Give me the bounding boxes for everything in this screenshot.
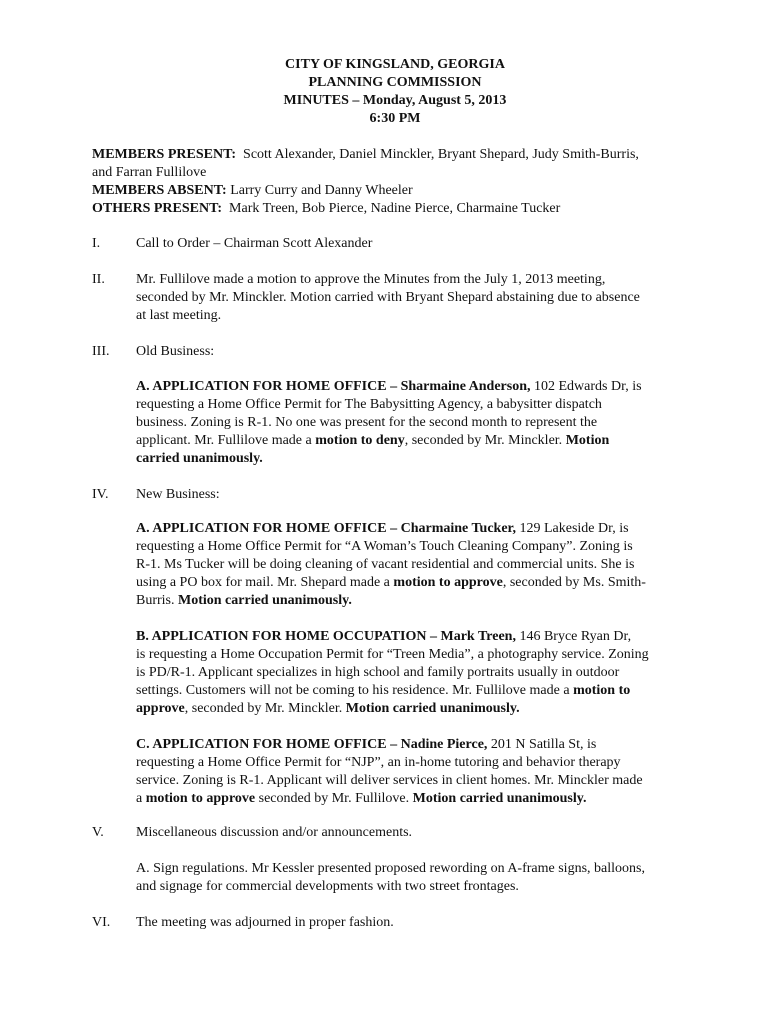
item-line xyxy=(136,628,692,646)
item-number: VI. xyxy=(92,915,111,930)
members-present-line xyxy=(92,146,692,164)
item-line: A. Sign regulations. Mr Kessler presented proposed rewording on A-frame signs, balloons, xyxy=(136,861,645,876)
item-line: is requesting a Home Occupation Permit for “Treen Media”, a photography service. Zoning xyxy=(136,647,649,662)
item-line xyxy=(136,378,692,396)
members-absent-label: MEMBERS ABSENT: xyxy=(92,183,227,198)
item-text: Miscellaneous discussion and/or announcements. xyxy=(136,825,413,840)
motion-text: motion to deny xyxy=(315,433,405,448)
item-line: requesting a Home Office Permit for “NJP”, an in-home tutoring and behavior therapy xyxy=(136,755,621,770)
item-line: Mr. Fullilove made a motion to approve the Minutes from the July 1, 2013 meeting, xyxy=(136,272,606,287)
text-run: applicant. Mr. Fullilove made a xyxy=(136,433,316,448)
motion-text: motion to approve xyxy=(393,575,503,590)
application-heading: C. APPLICATION FOR HOME OFFICE – Nadine Pierce, xyxy=(136,737,488,752)
motion-text: motion to approve xyxy=(145,791,256,806)
item-line xyxy=(136,592,692,610)
others-present-names: Mark Treen, Bob Pierce, Nadine Pierce, Charmaine Tucker xyxy=(229,201,561,216)
item-line: R-1. Ms Tucker will be doing cleaning of vacant residential and commercial units. She is xyxy=(136,557,635,572)
motion-result: Motion carried unanimously. xyxy=(412,791,587,806)
new-business-b xyxy=(136,628,692,718)
old-business-a xyxy=(136,378,692,468)
members-present-label: MEMBERS PRESENT: xyxy=(92,147,237,162)
others-present-line xyxy=(92,200,692,218)
item-line: service. Zoning is R-1. Applicant will deliver services in client homes. Mr. Minckler made xyxy=(136,773,643,788)
motion-result: Motion xyxy=(565,433,610,448)
item-text: The meeting was adjourned in proper fashion. xyxy=(136,915,394,930)
members-absent-names: Larry Curry and Danny Wheeler xyxy=(230,183,413,198)
item-text: Old Business: xyxy=(136,344,215,359)
others-present-label: OTHERS PRESENT: xyxy=(92,201,223,216)
motion-result: Motion carried unanimously. xyxy=(345,701,520,716)
item-number: III. xyxy=(92,344,110,359)
item-number: II. xyxy=(92,272,105,287)
motion-result: Motion carried unanimously. xyxy=(178,593,352,608)
text-run: settings. Customers will not be coming to his residence. Mr. Fullilove made a xyxy=(136,683,574,698)
item-line: business. Zoning is R-1. No one was present for the second month to represent the xyxy=(136,415,598,430)
header-minutes-date: MINUTES – Monday, August 5, 2013 xyxy=(283,93,507,108)
motion-result: carried unanimously. xyxy=(136,451,263,466)
item-line: requesting a Home Office Permit for The Babysitting Agency, a babysitter dispatch xyxy=(136,397,602,412)
item-line xyxy=(136,736,692,754)
application-heading: A. APPLICATION FOR HOME OFFICE – Sharmaine Anderson, xyxy=(136,379,531,394)
item-number: V. xyxy=(92,825,104,840)
new-business-c xyxy=(136,736,692,808)
text-run: seconded by Mr. Fullilove. xyxy=(255,791,413,806)
item-line xyxy=(136,700,692,718)
header-time: 6:30 PM xyxy=(369,111,421,126)
application-address: 129 Lakeside Dr, is xyxy=(515,521,629,536)
text-run: using a PO box for mail. Mr. Shepard made a xyxy=(136,575,394,590)
application-heading: A. APPLICATION FOR HOME OFFICE – Charmaine Tucker, xyxy=(136,521,516,536)
text-run: , seconded by Mr. Minckler. xyxy=(184,701,346,716)
document-header xyxy=(0,56,770,128)
header-city: CITY OF KINGSLAND, GEORGIA xyxy=(285,57,505,72)
item-number: IV. xyxy=(92,487,109,502)
motion-text: motion to xyxy=(573,683,631,698)
item-line xyxy=(136,520,692,538)
misc-item-a xyxy=(136,860,692,896)
members-present-line-2: and Farran Fullilove xyxy=(92,165,207,180)
item-line: and signage for commercial developments with two street frontages. xyxy=(136,879,519,894)
item-line xyxy=(136,432,692,450)
item-text: Call to Order – Chairman Scott Alexander xyxy=(136,236,373,251)
item-text xyxy=(136,271,694,325)
item-line xyxy=(136,574,692,592)
text-run: , seconded by Ms. Smith- xyxy=(502,575,646,590)
header-commission: PLANNING COMMISSION xyxy=(308,75,482,90)
item-line: requesting a Home Office Permit for “A Woman’s Touch Cleaning Company”. Zoning is xyxy=(136,539,633,554)
application-address: 102 Edwards Dr, is xyxy=(530,379,642,394)
new-business-a xyxy=(136,520,692,610)
item-line xyxy=(136,682,692,700)
item-line: seconded by Mr. Minckler. Motion carried with Bryant Shepard abstaining due to absence xyxy=(136,290,640,305)
members-present-names: Scott Alexander, Daniel Minckler, Bryant Shepard, Judy Smith-Burris, xyxy=(243,147,639,162)
item-number: I. xyxy=(92,236,101,251)
members-absent-line xyxy=(92,182,692,200)
item-line xyxy=(136,790,692,808)
application-address: 201 N Satilla St, is xyxy=(487,737,597,752)
text-run: a xyxy=(136,791,146,806)
application-address: 146 Bryce Ryan Dr, xyxy=(515,629,632,644)
text-run: , seconded by Mr. Minckler. xyxy=(404,433,566,448)
motion-text: approve xyxy=(136,701,185,716)
item-text: New Business: xyxy=(136,487,220,502)
application-heading: B. APPLICATION FOR HOME OCCUPATION – Mark Treen, xyxy=(136,629,516,644)
item-line: is PD/R-1. Applicant specializes in high school and family portraits usually in outdoor xyxy=(136,665,620,680)
text-run: Burris. xyxy=(136,593,178,608)
attendance-section xyxy=(92,146,692,218)
item-line: at last meeting. xyxy=(136,308,222,323)
